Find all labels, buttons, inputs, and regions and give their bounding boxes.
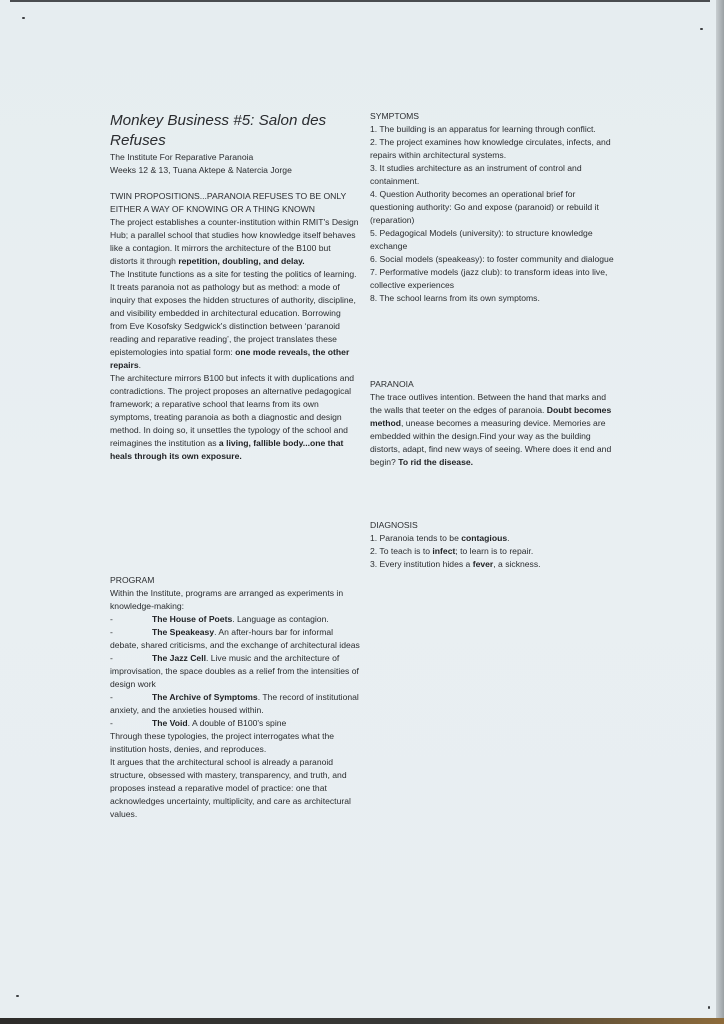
paragraph-text: The project establishes a counter-institution within RMIT's Design Hub; a parallel school that studies how knowledge itself behaves like a contagion. It mirrors the architecture of the B100 but distorts it through	[110, 217, 359, 266]
program-item-name: The Speakeasy	[152, 627, 215, 637]
scan-top-edge	[10, 0, 710, 2]
symptoms-section	[370, 110, 620, 305]
program-outro-2: It argues that the architectural school is already a paranoid structure, obsessed with mastery, transparency, and truth, and proposes instead a reparative model of practice: one that acknowledges uncertainty, multiplicity, and care as architectural values.	[110, 757, 351, 819]
emphasis-text: To rid the disease.	[398, 457, 474, 467]
symptoms-heading: SYMPTOMS	[370, 111, 420, 121]
document-credits: Weeks 12 & 13, Tuana Aktepe & Natercia Jorge	[110, 165, 292, 175]
emphasis-text: fever	[472, 559, 494, 569]
diagnosis-text: 3. Every institution hides a	[370, 559, 473, 569]
diagnosis-item	[370, 558, 620, 571]
diagnosis-section	[370, 519, 620, 571]
diagnosis-text: 1. Paranoia tends to be	[370, 533, 462, 543]
document-subtitle: The Institute For Reparative Paranoia	[110, 152, 254, 162]
program-item-desc: . An after-hours bar for informal debate, shared criticisms, and the exchange of architectural ideas	[110, 627, 360, 650]
program-item-desc: . Live music and the architecture of improvisation, the space doubles as a relief from the intensities of design work	[110, 653, 359, 689]
scan-right-edge	[716, 0, 724, 1024]
diagnosis-text: .	[507, 533, 510, 543]
paragraph-text: The architecture mirrors B100 but infects it with duplications and contradictions. The project proposes an alternative pedagogical framework; a reparative school that learns from its own symptoms, treating paranoia as both a diagnostic and design method. In doing so, it unsettles the typology of the school and reimagines the institution as	[110, 373, 355, 448]
bullet-dash: -	[110, 614, 113, 624]
propositions-paragraph-1	[110, 216, 360, 268]
program-item	[110, 626, 360, 652]
paranoia-paragraph	[370, 391, 620, 469]
program-item-name: The House of Poets	[152, 614, 233, 624]
emphasis-text: one mode reveals, the other repairs	[110, 347, 350, 370]
program-item-name: The Jazz Cell	[152, 653, 206, 663]
program-section	[110, 574, 360, 821]
symptom-item: 3. It studies architecture as an instrument of control and containment.	[370, 163, 582, 186]
paragraph-text: , unease becomes a measuring device. Memories are embedded within the design.Find your way as the building distorts, adapt, find new ways of seeing. Where does it end and begin?	[370, 418, 612, 467]
diagnosis-heading: DIAGNOSIS	[370, 520, 418, 530]
symptom-item: 1. The building is an apparatus for learning through conflict.	[370, 124, 596, 134]
symptom-item: 5. Pedagogical Models (university): to structure knowledge exchange	[370, 228, 593, 251]
propositions-paragraph-3	[110, 372, 360, 463]
program-item-name: The Void	[152, 718, 188, 728]
propositions-heading: TWIN PROPOSITIONS...PARANOIA REFUSES TO BE ONLY EITHER A WAY OF KNOWING OR A THING KNOWN	[110, 191, 347, 214]
symptom-item: 7. Performative models (jazz club): to transform ideas into live, collective experiences	[370, 267, 608, 290]
bullet-dash: -	[110, 692, 113, 702]
paragraph-text: The Institute functions as a site for testing the politics of learning. It treats paranoia not as pathology but as method: a mode of inquiry that exposes the hidden structures of authority, discipline, and visibility embedded in architectural education. Borrowing from Eve Kosofsky Sedgwick's distinction between ‘paranoid reading and reparative reading’, the project translates these epistemologies into spatial form:	[110, 269, 357, 357]
symptoms-list	[370, 123, 620, 305]
emphasis-text: Doubt becomes method	[370, 405, 612, 428]
bullet-dash: -	[110, 627, 113, 637]
symptom-item: 2. The project examines how knowledge circulates, infects, and repairs within architectural systems.	[370, 137, 611, 160]
program-item	[110, 652, 360, 691]
emphasis-text: contagious	[461, 533, 508, 543]
diagnosis-list	[370, 532, 620, 571]
program-outro-1: Through these typologies, the project interrogates what the institution hosts, denies, and reproduces.	[110, 731, 335, 754]
propositions-section	[110, 190, 360, 463]
paragraph-text: The trace outlives intention. Between the hand that marks and the walls that teeter on the edges of paranoia.	[370, 392, 606, 415]
diagnosis-text: ; to learn is to repair.	[455, 546, 534, 556]
emphasis-text: a living, fallible body...one that heals through its own exposure.	[110, 438, 344, 461]
propositions-paragraph-2	[110, 268, 360, 372]
paragraph-text: .	[138, 360, 142, 370]
scan-speck	[22, 17, 25, 19]
symptom-item: 4. Question Authority becomes an operational brief for questioning authority: Go and expose (paranoid) or rebuild it (reparation)	[370, 189, 599, 225]
symptom-item: 8. The school learns from its own symptoms.	[370, 293, 540, 303]
program-item-name: The Archive of Symptoms	[152, 692, 258, 702]
emphasis-text: infect	[432, 546, 456, 556]
paranoia-heading: PARANOIA	[370, 379, 414, 389]
bullet-dash: -	[110, 653, 113, 663]
scan-bottom-edge	[0, 1018, 724, 1024]
scan-speck	[708, 1006, 710, 1009]
paranoia-section	[370, 378, 620, 469]
diagnosis-text: , a sickness.	[493, 559, 541, 569]
document-title: Monkey Business #5: Salon des Refuses	[110, 112, 327, 149]
program-item-desc: . The record of institutional anxiety, and the anxieties housed within.	[110, 692, 359, 715]
symptom-item: 6. Social models (speakeasy): to foster community and dialogue	[370, 254, 614, 264]
program-item	[110, 613, 360, 626]
program-item-desc: . A double of B100's spine	[187, 718, 287, 728]
program-heading: PROGRAM	[110, 575, 155, 585]
bullet-dash: -	[110, 718, 113, 728]
program-item-desc: . Language as contagion.	[232, 614, 329, 624]
diagnosis-item	[370, 532, 620, 545]
program-intro: Within the Institute, programs are arranged as experiments in knowledge-making:	[110, 588, 344, 611]
diagnosis-text: 2. To teach is to	[370, 546, 433, 556]
program-item	[110, 691, 360, 717]
title-meta	[110, 151, 360, 177]
diagnosis-item	[370, 545, 620, 558]
scan-speck	[16, 995, 19, 997]
emphasis-text: repetition, doubling, and delay.	[178, 256, 305, 266]
program-item	[110, 717, 360, 730]
scan-speck	[700, 28, 703, 30]
